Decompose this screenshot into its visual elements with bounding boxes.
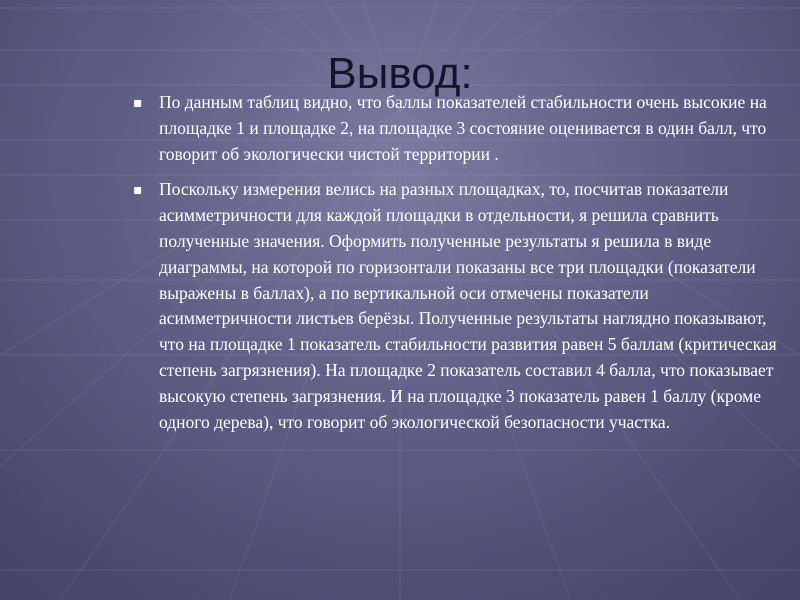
bullet-list [133,90,778,445]
bullet-item [133,177,778,435]
square-bullet-icon: ▪ [133,95,143,111]
bullet-text: По данным таблиц видно, что баллы показателей стабильности очень высокие на площадке 1 и площадке 2, на площадке 3 состояние оценивается в один балл, что говорит об экологически чистой территории . [159,92,767,164]
bullet-text: Поскольку измерения велись на разных площадках, то, посчитав показатели асимметричности для каждой площадки в отдельности, я решила сравнить полученные значения. Оформить полученные результаты я решила в виде диаграммы, на которой по горизонтали показаны все три площадки (показатели выражены в баллах), а по вертикальной оси отмечены показатели асимметричности листьев берёзы. Полученные результаты наглядно показывают, что на площадке 1 показатель стабильности развития равен 5 баллам (критическая степень загрязнения). На площадке 2 показатель составил 4 балла, что показывает высокую степень загрязнения. И на площадке 3 показатель равен 1 баллу (кроме одного дерева), что говорит об экологической безопасности участка. [159,179,777,432]
slide-title: Вывод: [327,49,473,98]
bullet-item [133,90,778,167]
square-bullet-icon: ▪ [133,182,143,199]
